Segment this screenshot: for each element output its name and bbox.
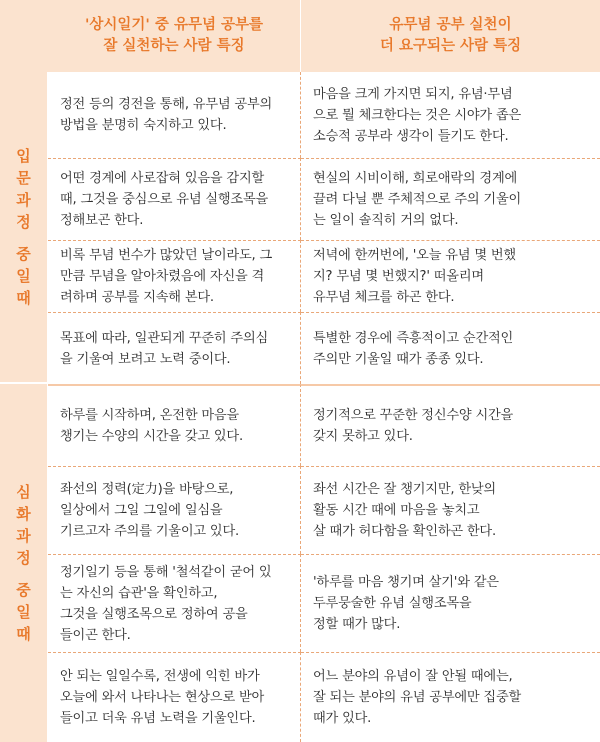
table-cell: 좌선 시간은 잘 챙기지만, 한낮의 활동 시간 때에 마음을 놓치고 살 때가 허다함을 확인하곤 한다. bbox=[301, 466, 600, 554]
label-char: 정 bbox=[16, 549, 31, 567]
label-char: 중 bbox=[16, 581, 31, 599]
table-cell: 정전 등의 경전을 통해, 유무념 공부의 방법을 분명히 숙지하고 있다. bbox=[48, 72, 301, 158]
label-char: 일 bbox=[16, 603, 31, 621]
section-label-intro bbox=[0, 72, 48, 384]
label-char: 문 bbox=[16, 169, 31, 187]
table-cell: '하루를 마음 챙기며 살기'와 같은 두루뭉술한 유념 실행조목을 정할 때가 많다. bbox=[301, 554, 600, 652]
table-cell: 현실의 시비이해, 희로애락의 경계에 끌려 다닐 뿐 주체적으로 주의 기울이 는 일이 솔직히 거의 없다. bbox=[301, 158, 600, 240]
table-cell: 안 되는 일일수록, 전생에 익힌 바가 오늘에 와서 나타나는 현상으로 받아 들이고 더욱 유념 노력을 기울인다. bbox=[48, 652, 301, 742]
table-cell: 특별한 경우에 즉흥적이고 순간적인 주의만 기울일 때가 종종 있다. bbox=[301, 312, 600, 384]
table-cell: 목표에 따라, 일관되게 꾸준히 주의심 을 기울여 보려고 노력 중이다. bbox=[48, 312, 301, 384]
table-cell: 어떤 경계에 사로잡혀 있음을 감지할 때, 그것을 중심으로 유념 실행조목을 정해보곤 한다. bbox=[48, 158, 301, 240]
label-char: 과 bbox=[16, 527, 31, 545]
label-char: 때 bbox=[16, 625, 31, 643]
table-cell: 마음을 크게 가지면 되지, 유념·무념 으로 뭘 체크한다는 것은 시야가 좁은 소승적 공부라 생각이 들기도 한다. bbox=[301, 72, 600, 158]
label-char: 중 bbox=[16, 245, 31, 263]
header-needs-practice: 유무념 공부 실천이 더 요구되는 사람 특징 bbox=[379, 17, 522, 54]
label-char: 심 bbox=[16, 483, 31, 501]
table-corner bbox=[0, 0, 48, 72]
label-char: 화 bbox=[16, 505, 31, 523]
table-cell: 저녁에 한꺼번에, '오늘 유념 몇 번했 지? 무념 몇 번했지?' 떠올리며 유무념 체크를 하곤 한다. bbox=[301, 240, 600, 312]
header-good-practice: '상시일기' 중 유무념 공부를 잘 실천하는 사람 특징 bbox=[48, 0, 301, 72]
section-label-advanced bbox=[0, 384, 48, 742]
label-char: 정 bbox=[16, 213, 31, 231]
table-cell: 하루를 시작하며, 온전한 마음을 챙기는 수양의 시간을 갖고 있다. bbox=[48, 384, 301, 466]
label-char: 과 bbox=[16, 191, 31, 209]
table-cell: 비록 무념 번수가 많았던 날이라도, 그 만큼 무념을 알아차렸음에 자신을 격 려하며 공부를 지속해 본다. bbox=[48, 240, 301, 312]
table-cell: 좌선의 정력(定力)을 바탕으로, 일상에서 그일 그일에 일심을 기르고자 주의를 기울이고 있다. bbox=[48, 466, 301, 554]
label-char: 일 bbox=[16, 267, 31, 285]
table-cell: 어느 분야의 유념이 잘 안될 때에는, 잘 되는 분야의 유념 공부에만 집중할 때가 있다. bbox=[301, 652, 600, 742]
table-cell: 정기일기 등을 통해 '철석같이 굳어 있 는 자신의 습관'을 확인하고, 그것을 실행조목으로 정하여 공을 들이곤 한다. bbox=[48, 554, 301, 652]
table-cell: 정기적으로 꾸준한 정신수양 시간을 갖지 못하고 있다. bbox=[301, 384, 600, 466]
label-char: 때 bbox=[16, 289, 31, 307]
label-char: 입 bbox=[16, 147, 31, 165]
